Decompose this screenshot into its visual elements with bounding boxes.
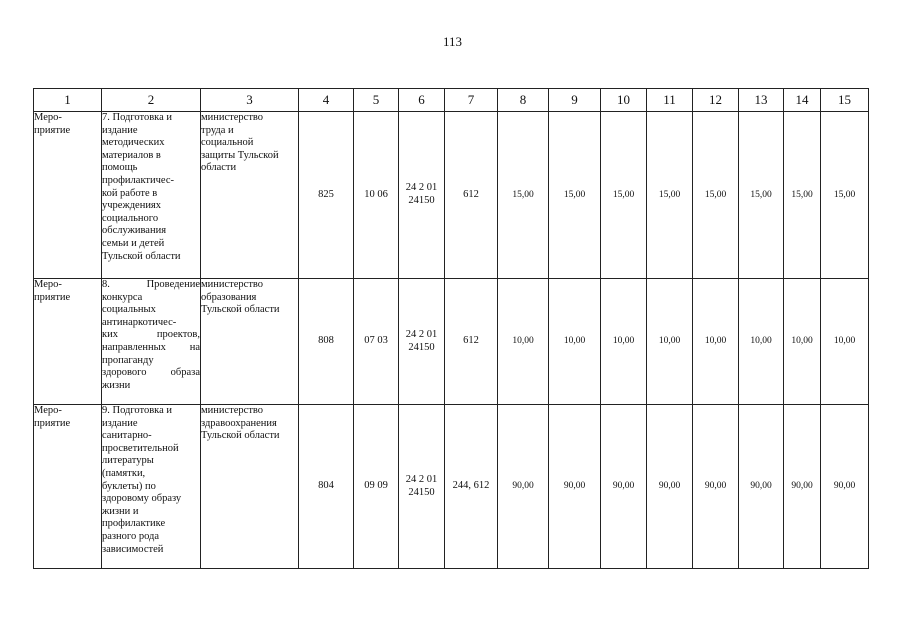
activity-name-line: методических [102, 137, 165, 149]
activity-name-line: направленных на [102, 341, 200, 353]
activity-name-line: социальных [102, 304, 156, 316]
column-header-14: 14 [784, 89, 821, 112]
target-article-line: 24150 [408, 486, 435, 498]
column-header-8: 8 [498, 89, 549, 112]
target-article-line: 24 2 01 [405, 328, 438, 340]
ministry-code-cell: 804 [299, 405, 354, 569]
activity-name-line: просветительной [102, 442, 179, 454]
header-row [34, 89, 869, 112]
row-kind-cell [34, 112, 102, 279]
section-code-cell: 07 03 [354, 279, 399, 405]
amount-cell: 15,00 [549, 112, 601, 279]
column-header-7: 7 [445, 89, 498, 112]
executor-line: Тульской области [201, 430, 280, 442]
section-code-cell: 09 09 [354, 405, 399, 569]
column-header-13: 13 [739, 89, 784, 112]
amount-cell: 10,00 [739, 279, 784, 405]
activity-name-line: социального [102, 212, 159, 224]
amount-cell: 90,00 [693, 405, 739, 569]
activity-name-line: профилактике [102, 518, 166, 530]
executor-cell [201, 405, 299, 569]
column-header-15: 15 [821, 89, 869, 112]
row-kind-cell [34, 405, 102, 569]
activity-name-line: помощь [102, 162, 138, 174]
table-row [34, 279, 869, 405]
amount-cell: 90,00 [601, 405, 647, 569]
executor-line: здравоохранения [201, 417, 277, 429]
activity-name-line: ких проектов, [102, 329, 200, 341]
column-header-3: 3 [201, 89, 299, 112]
column-header-9: 9 [549, 89, 601, 112]
section-code-cell: 10 06 [354, 112, 399, 279]
amount-cell: 15,00 [821, 112, 869, 279]
column-header-11: 11 [647, 89, 693, 112]
ministry-code-cell: 825 [299, 112, 354, 279]
target-article-cell [399, 279, 445, 405]
activity-name-line: зависимостей [102, 543, 164, 555]
target-article-line: 24150 [408, 195, 435, 206]
executor-line: министерство [201, 405, 264, 416]
executor-line: Тульской области [201, 304, 280, 316]
amount-cell: 90,00 [647, 405, 693, 569]
executor-cell [201, 112, 299, 279]
activity-name-line: материалов в [102, 149, 161, 161]
activity-name-line: семьи и детей [102, 237, 165, 249]
amount-cell: 90,00 [498, 405, 549, 569]
executor-line: защиты Тульской [201, 149, 279, 161]
activity-name-line: санитарно- [102, 430, 152, 442]
activity-name-line: конкурса [102, 291, 143, 303]
activity-name-line: жизни [102, 379, 131, 391]
executor-cell [201, 279, 299, 405]
target-article-cell [399, 405, 445, 569]
activity-name-line: антинаркотичес- [102, 316, 177, 328]
column-header-2: 2 [102, 89, 201, 112]
activity-name-line: жизни и [102, 505, 139, 517]
column-header-4: 4 [299, 89, 354, 112]
executor-line: образования [201, 291, 257, 303]
activity-name-cell [102, 405, 201, 569]
table-row [34, 112, 869, 279]
activity-name-line: 8. Проведение [102, 279, 200, 290]
amount-cell: 10,00 [784, 279, 821, 405]
target-article-line: 24 2 01 [405, 473, 438, 485]
table-row [34, 405, 869, 569]
expense-type-cell: 612 [445, 279, 498, 405]
amount-cell: 15,00 [693, 112, 739, 279]
page-number: 113 [442, 34, 463, 49]
budget-table [33, 88, 869, 569]
row-kind-line: Меро- [34, 112, 62, 123]
expense-type-cell: 244, 612 [445, 405, 498, 569]
amount-cell: 15,00 [498, 112, 549, 279]
column-header-6: 6 [399, 89, 445, 112]
target-article-line: 24 2 01 [405, 182, 438, 194]
executor-line: министерство [201, 112, 264, 123]
amount-cell: 10,00 [647, 279, 693, 405]
executor-line: труда и [201, 124, 234, 136]
amount-cell: 15,00 [784, 112, 821, 279]
amount-cell: 90,00 [784, 405, 821, 569]
amount-cell: 90,00 [549, 405, 601, 569]
amount-cell: 10,00 [693, 279, 739, 405]
ministry-code-cell: 808 [299, 279, 354, 405]
target-article-cell [399, 112, 445, 279]
executor-line: министерство [201, 279, 264, 290]
column-header-1: 1 [34, 89, 102, 112]
activity-name-line: здорового образа [102, 367, 200, 379]
activity-name-line: учреждениях [102, 200, 162, 212]
target-article-line: 24150 [408, 341, 435, 353]
activity-name-line: 7. Подготовка и [102, 112, 173, 123]
activity-name-cell [102, 279, 201, 405]
amount-cell: 10,00 [549, 279, 601, 405]
column-header-10: 10 [601, 89, 647, 112]
amount-cell: 10,00 [601, 279, 647, 405]
amount-cell: 15,00 [601, 112, 647, 279]
activity-name-line: профилактичес- [102, 174, 174, 186]
activity-name-line: буклеты) по [102, 480, 156, 492]
column-header-5: 5 [354, 89, 399, 112]
activity-name-line: обслуживания [102, 225, 167, 237]
amount-cell: 90,00 [739, 405, 784, 569]
row-kind-line: приятие [34, 291, 71, 303]
activity-name-line: (памятки, [102, 467, 146, 479]
row-kind-line: приятие [34, 417, 71, 429]
row-kind-line: Меро- [34, 405, 62, 416]
activity-name-line: издание [102, 417, 138, 429]
activity-name-line: литературы [102, 455, 154, 467]
amount-cell: 10,00 [498, 279, 549, 405]
amount-cell: 10,00 [821, 279, 869, 405]
activity-name-line: 9. Подготовка и [102, 405, 173, 416]
activity-name-line: Тульской области [102, 250, 181, 262]
executor-line: области [201, 162, 237, 174]
row-kind-line: Меро- [34, 279, 62, 290]
activity-name-line: здоровому образу [102, 493, 182, 505]
expense-type-cell: 612 [445, 112, 498, 279]
activity-name-line: разного рода [102, 530, 160, 542]
activity-name-cell [102, 112, 201, 279]
amount-cell: 15,00 [647, 112, 693, 279]
activity-name-line: пропаганду [102, 354, 154, 366]
row-kind-line: приятие [34, 124, 71, 136]
activity-name-line: кой работе в [102, 187, 158, 199]
amount-cell: 90,00 [821, 405, 869, 569]
activity-name-line: издание [102, 124, 138, 136]
column-header-12: 12 [693, 89, 739, 112]
executor-line: социальной [201, 137, 254, 149]
row-kind-cell [34, 279, 102, 405]
amount-cell: 15,00 [739, 112, 784, 279]
